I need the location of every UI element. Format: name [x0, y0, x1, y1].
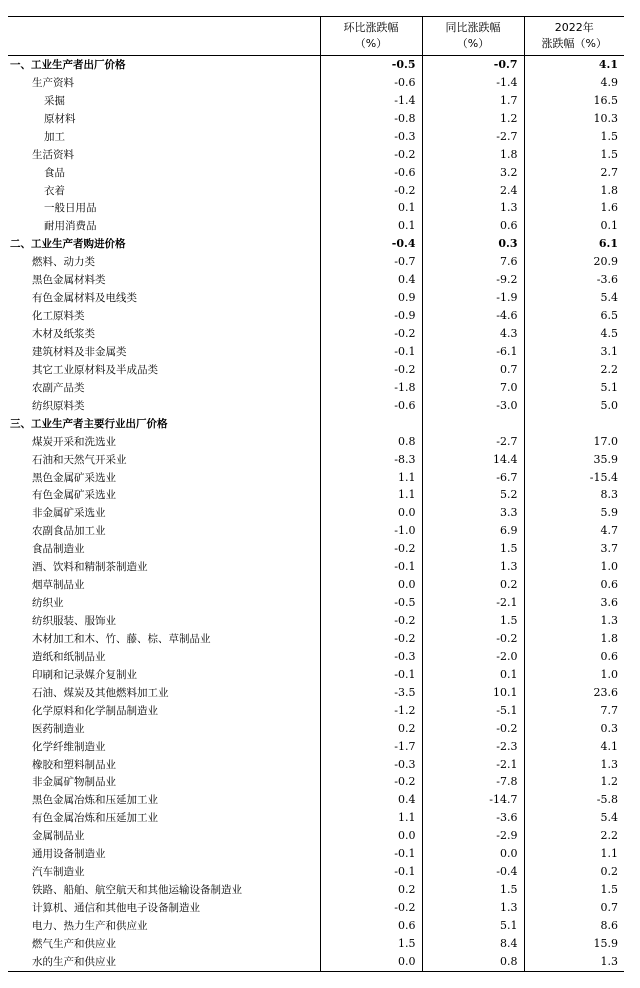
table-row: [8, 307, 624, 325]
table-row: [8, 648, 624, 666]
row-label: 食品: [44, 166, 65, 179]
table-row: [8, 845, 624, 863]
yoy-value: -6.7: [422, 469, 524, 487]
y2022-value: 20.9: [524, 253, 624, 271]
yoy-value: -0.2: [422, 720, 524, 738]
yoy-value: -2.1: [422, 756, 524, 774]
table-row: [8, 953, 624, 971]
mom-value: 1.1: [320, 487, 422, 505]
mom-value: -0.2: [320, 361, 422, 379]
yoy-value: 6.9: [422, 522, 524, 540]
header-2022-line1: 2022年: [554, 21, 594, 34]
y2022-value: 1.1: [524, 845, 624, 863]
header-row: [8, 17, 624, 56]
table-row: [8, 827, 624, 845]
y2022-value: 16.5: [524, 92, 624, 110]
y2022-value: 5.4: [524, 289, 624, 307]
yoy-value: 2.4: [422, 182, 524, 200]
row-label: 电力、热力生产和供应业: [32, 919, 148, 932]
table-row: [8, 415, 624, 433]
row-label: 燃气生产和供应业: [32, 937, 116, 950]
table-row: [8, 863, 624, 881]
yoy-value: 0.7: [422, 361, 524, 379]
yoy-value: 0.1: [422, 666, 524, 684]
row-label: 生活资料: [32, 148, 74, 161]
y2022-value: 1.5: [524, 881, 624, 899]
y2022-value: 3.6: [524, 594, 624, 612]
header-2022-line2: 涨跌幅（%）: [541, 37, 607, 50]
table-row: [8, 343, 624, 361]
table-row: [8, 540, 624, 558]
y2022-value: 1.2: [524, 774, 624, 792]
table-row: [8, 92, 624, 110]
y2022-value: 2.7: [524, 164, 624, 182]
mom-value: -0.2: [320, 630, 422, 648]
mom-value: 0.0: [320, 953, 422, 971]
mom-value: 0.2: [320, 881, 422, 899]
row-label: 有色金属材料及电线类: [32, 292, 137, 305]
row-label: 黑色金属冶炼和压延加工业: [32, 794, 158, 807]
yoy-value: 1.2: [422, 110, 524, 128]
mom-value: 0.0: [320, 827, 422, 845]
mom-value: -0.7: [320, 253, 422, 271]
yoy-value: 1.8: [422, 146, 524, 164]
mom-value: -0.4: [320, 235, 422, 253]
header-yoy-line1: 同比涨跌幅: [445, 21, 501, 34]
row-label: 造纸和纸制品业: [32, 650, 106, 663]
row-label: 石油和天然气开采业: [32, 453, 127, 466]
y2022-value: 0.1: [524, 217, 624, 235]
yoy-value: 1.3: [422, 899, 524, 917]
table-row: [8, 200, 624, 218]
table-row: [8, 738, 624, 756]
table-row: [8, 881, 624, 899]
row-label: 通用设备制造业: [32, 848, 106, 861]
y2022-value: 0.3: [524, 720, 624, 738]
y2022-value: 0.6: [524, 648, 624, 666]
mom-value: 0.9: [320, 289, 422, 307]
yoy-value: -2.3: [422, 738, 524, 756]
yoy-value: -4.6: [422, 307, 524, 325]
mom-value: -0.6: [320, 397, 422, 415]
table-row: [8, 917, 624, 935]
row-label: 耐用消费品: [44, 220, 97, 233]
mom-value: -0.1: [320, 863, 422, 881]
mom-value: 0.0: [320, 504, 422, 522]
mom-value: 0.4: [320, 791, 422, 809]
mom-value: 0.2: [320, 720, 422, 738]
row-label: 非金属矿采选业: [32, 507, 106, 520]
table-row: [8, 74, 624, 92]
yoy-value: -2.7: [422, 433, 524, 451]
yoy-value: 4.3: [422, 325, 524, 343]
header-mom-change: [320, 17, 422, 56]
mom-value: -8.3: [320, 451, 422, 469]
table-row: [8, 899, 624, 917]
row-label: 农副产品类: [32, 381, 85, 394]
y2022-value: 10.3: [524, 110, 624, 128]
y2022-value: 3.7: [524, 540, 624, 558]
row-label: 石油、煤炭及其他燃料加工业: [32, 686, 169, 699]
y2022-value: 1.5: [524, 146, 624, 164]
yoy-value: -7.8: [422, 774, 524, 792]
mom-value: -1.0: [320, 522, 422, 540]
yoy-value: 0.2: [422, 576, 524, 594]
header-2022-change: [524, 17, 624, 56]
y2022-value: 8.6: [524, 917, 624, 935]
y2022-value: 5.0: [524, 397, 624, 415]
yoy-value: -1.4: [422, 74, 524, 92]
table-row: [8, 935, 624, 953]
y2022-value: 2.2: [524, 827, 624, 845]
y2022-value: 1.8: [524, 630, 624, 648]
y2022-value: 35.9: [524, 451, 624, 469]
table-row: [8, 451, 624, 469]
table-row: [8, 791, 624, 809]
row-label: 烟草制品业: [32, 579, 85, 592]
yoy-value: -2.1: [422, 594, 524, 612]
mom-value: -0.3: [320, 756, 422, 774]
y2022-value: 1.6: [524, 200, 624, 218]
y2022-value: 0.2: [524, 863, 624, 881]
row-label: 水的生产和供应业: [8, 953, 320, 971]
table-row: [8, 235, 624, 253]
header-category: [8, 17, 320, 56]
mom-value: -0.2: [320, 899, 422, 917]
row-label: 医药制造业: [32, 722, 85, 735]
table-row: [8, 809, 624, 827]
mom-value: -0.1: [320, 343, 422, 361]
y2022-value: 1.3: [524, 953, 624, 971]
yoy-value: -2.7: [422, 128, 524, 146]
table-row: [8, 720, 624, 738]
table-row: [8, 487, 624, 505]
mom-value: -0.5: [320, 56, 422, 74]
yoy-value: -3.6: [422, 809, 524, 827]
yoy-value: -14.7: [422, 791, 524, 809]
table-row: [8, 576, 624, 594]
table-row: [8, 271, 624, 289]
y2022-value: 23.6: [524, 684, 624, 702]
table-row: [8, 253, 624, 271]
y2022-value: 15.9: [524, 935, 624, 953]
table-row: [8, 469, 624, 487]
y2022-value: 4.1: [524, 56, 624, 74]
yoy-value: -9.2: [422, 271, 524, 289]
table-row: [8, 110, 624, 128]
row-label: 印刷和记录媒介复制业: [32, 668, 137, 681]
mom-value: -0.9: [320, 307, 422, 325]
mom-value: -0.6: [320, 74, 422, 92]
row-label: 一般日用品: [44, 202, 97, 215]
row-label: 非金属矿物制品业: [32, 776, 116, 789]
yoy-value: 5.1: [422, 917, 524, 935]
table-row: [8, 522, 624, 540]
table-row: [8, 146, 624, 164]
y2022-value: 1.3: [524, 756, 624, 774]
header-mom-line2: （%）: [354, 37, 388, 50]
row-label: 煤炭开采和洗选业: [32, 435, 116, 448]
y2022-value: 4.7: [524, 522, 624, 540]
table-row: [8, 433, 624, 451]
table-row: [8, 217, 624, 235]
row-label: 纺织服装、服饰业: [32, 615, 116, 628]
mom-value: -0.3: [320, 128, 422, 146]
mom-value: 0.1: [320, 217, 422, 235]
mom-value: 1.1: [320, 469, 422, 487]
yoy-value: -0.2: [422, 630, 524, 648]
yoy-value: 3.2: [422, 164, 524, 182]
mom-value: -0.2: [320, 774, 422, 792]
price-index-table: [8, 16, 624, 972]
yoy-value: -6.1: [422, 343, 524, 361]
row-label: 酒、饮料和精制茶制造业: [32, 561, 148, 574]
row-label: 建筑材料及非金属类: [32, 345, 127, 358]
yoy-value: -1.9: [422, 289, 524, 307]
y2022-value: 6.5: [524, 307, 624, 325]
yoy-value: 7.0: [422, 379, 524, 397]
yoy-value: 8.4: [422, 935, 524, 953]
yoy-value: 0.3: [422, 235, 524, 253]
yoy-value: 1.7: [422, 92, 524, 110]
mom-value: 0.1: [320, 200, 422, 218]
yoy-value: 1.5: [422, 881, 524, 899]
table-row: [8, 164, 624, 182]
row-label: 有色金属矿采选业: [32, 489, 116, 502]
row-label: 铁路、船舶、航空航天和其他运输设备制造业: [32, 884, 242, 897]
table-row: [8, 630, 624, 648]
mom-value: 0.8: [320, 433, 422, 451]
table-row: [8, 612, 624, 630]
table-row: [8, 684, 624, 702]
row-label: 化学原料和化学制品制造业: [32, 704, 158, 717]
header-mom-line1: 环比涨跌幅: [343, 21, 399, 34]
mom-value: -1.2: [320, 702, 422, 720]
mom-value: -1.4: [320, 92, 422, 110]
mom-value: -0.6: [320, 164, 422, 182]
mom-value: -0.2: [320, 325, 422, 343]
yoy-value: 7.6: [422, 253, 524, 271]
row-label: 黑色金属材料类: [32, 274, 106, 287]
mom-value: -0.2: [320, 612, 422, 630]
mom-value: -0.3: [320, 648, 422, 666]
mom-value: 0.4: [320, 271, 422, 289]
y2022-value: -3.6: [524, 271, 624, 289]
y2022-value: -5.8: [524, 791, 624, 809]
mom-value: -0.1: [320, 558, 422, 576]
y2022-value: 4.5: [524, 325, 624, 343]
table-row: [8, 774, 624, 792]
row-label: 二、工业生产者购进价格: [10, 238, 126, 251]
y2022-value: 4.9: [524, 74, 624, 92]
y2022-value: -15.4: [524, 469, 624, 487]
mom-value: 1.5: [320, 935, 422, 953]
y2022-value: 5.4: [524, 809, 624, 827]
row-label: 化工原料类: [32, 310, 85, 323]
yoy-value: -0.7: [422, 56, 524, 74]
row-label: 食品制造业: [32, 543, 85, 556]
table-row: [8, 666, 624, 684]
row-label: 加工: [44, 130, 65, 143]
mom-value: -0.1: [320, 845, 422, 863]
table-row: [8, 504, 624, 522]
mom-value: -0.2: [320, 540, 422, 558]
y2022-value: 6.1: [524, 235, 624, 253]
y2022-value: 3.1: [524, 343, 624, 361]
row-label: 一、工业生产者出厂价格: [10, 58, 126, 71]
yoy-value: -2.0: [422, 648, 524, 666]
yoy-value: -3.0: [422, 397, 524, 415]
row-label: 化学纤维制造业: [32, 740, 106, 753]
row-label: 农副食品加工业: [32, 525, 106, 538]
row-label: 汽车制造业: [32, 866, 85, 879]
yoy-value: -2.9: [422, 827, 524, 845]
row-label: 生产资料: [32, 76, 74, 89]
y2022-value: 5.9: [524, 504, 624, 522]
row-label: 原材料: [44, 112, 76, 125]
yoy-value: 14.4: [422, 451, 524, 469]
table-row: [8, 361, 624, 379]
table-row: [8, 325, 624, 343]
y2022-value: 4.1: [524, 738, 624, 756]
mom-value: -0.1: [320, 666, 422, 684]
y2022-value: 8.3: [524, 487, 624, 505]
y2022-value: 7.7: [524, 702, 624, 720]
row-label: 纺织业: [32, 597, 64, 610]
table-row: [8, 56, 624, 74]
table-row: [8, 379, 624, 397]
table-row: [8, 594, 624, 612]
row-label: 其它工业原材料及半成品类: [32, 363, 158, 376]
y2022-value: 0.6: [524, 576, 624, 594]
yoy-value: 5.2: [422, 487, 524, 505]
yoy-value: 1.5: [422, 540, 524, 558]
mom-value: -0.2: [320, 182, 422, 200]
table-row: [8, 756, 624, 774]
table-row: [8, 397, 624, 415]
row-label: 木材及纸浆类: [32, 328, 95, 341]
yoy-value: 1.3: [422, 558, 524, 576]
row-label: 有色金属冶炼和压延加工业: [32, 812, 158, 825]
table-row: [8, 128, 624, 146]
y2022-value: 1.3: [524, 612, 624, 630]
yoy-value: 1.3: [422, 200, 524, 218]
yoy-value: 0.6: [422, 217, 524, 235]
yoy-value: 0.8: [422, 953, 524, 971]
mom-value: -1.8: [320, 379, 422, 397]
mom-value: -1.7: [320, 738, 422, 756]
table-row: [8, 558, 624, 576]
row-label: 木材加工和木、竹、藤、棕、草制品业: [32, 632, 211, 645]
y2022-value: [524, 415, 624, 433]
mom-value: -0.8: [320, 110, 422, 128]
y2022-value: 5.1: [524, 379, 624, 397]
row-label: 三、工业生产者主要行业出厂价格: [10, 417, 168, 430]
mom-value: -0.2: [320, 146, 422, 164]
table-row: [8, 182, 624, 200]
y2022-value: 1.8: [524, 182, 624, 200]
mom-value: -3.5: [320, 684, 422, 702]
y2022-value: 1.0: [524, 666, 624, 684]
header-yoy-change: [422, 17, 524, 56]
mom-value: 0.6: [320, 917, 422, 935]
y2022-value: 2.2: [524, 361, 624, 379]
row-label: 纺织原料类: [32, 399, 85, 412]
yoy-value: [422, 415, 524, 433]
mom-value: 0.0: [320, 576, 422, 594]
yoy-value: 3.3: [422, 504, 524, 522]
table-header: [8, 17, 624, 56]
mom-value: [320, 415, 422, 433]
header-yoy-line2: （%）: [456, 37, 490, 50]
yoy-value: 10.1: [422, 684, 524, 702]
yoy-value: 0.0: [422, 845, 524, 863]
table-body: [8, 56, 624, 972]
row-label: 计算机、通信和其他电子设备制造业: [32, 902, 200, 915]
yoy-value: -0.4: [422, 863, 524, 881]
row-label: 金属制品业: [32, 830, 85, 843]
mom-value: -0.5: [320, 594, 422, 612]
row-label: 衣着: [44, 184, 65, 197]
yoy-value: -5.1: [422, 702, 524, 720]
y2022-value: 1.5: [524, 128, 624, 146]
table-row: [8, 289, 624, 307]
y2022-value: 17.0: [524, 433, 624, 451]
y2022-value: 0.7: [524, 899, 624, 917]
yoy-value: 1.5: [422, 612, 524, 630]
row-label: 燃料、动力类: [32, 256, 95, 269]
row-label: 采掘: [44, 94, 65, 107]
row-label: 橡胶和塑料制品业: [32, 758, 116, 771]
mom-value: 1.1: [320, 809, 422, 827]
row-label: 黑色金属矿采选业: [32, 471, 116, 484]
table-row: [8, 702, 624, 720]
y2022-value: 1.0: [524, 558, 624, 576]
